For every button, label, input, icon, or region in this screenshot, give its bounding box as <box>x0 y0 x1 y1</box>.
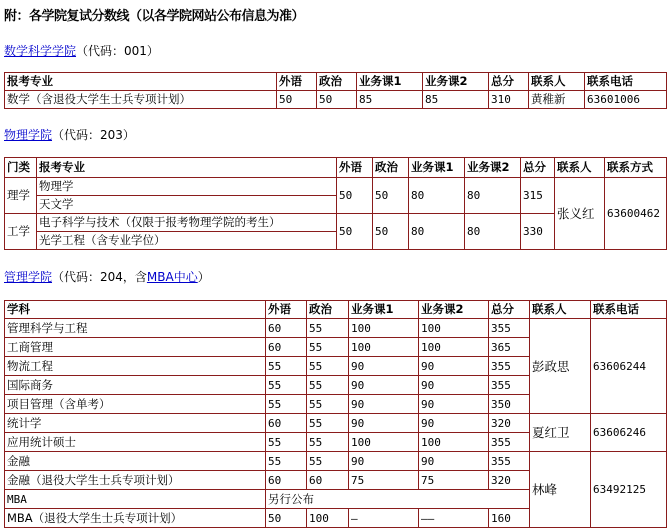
math-header: 联系电话 <box>585 73 667 91</box>
math-course1: 85 <box>357 91 423 109</box>
management-school-link[interactable]: 管理学院 <box>4 270 53 284</box>
management-politics: 55 <box>307 433 349 452</box>
physics-total: 315 <box>521 178 555 214</box>
management-course2: 90 <box>419 357 489 376</box>
management-course2: 100 <box>419 319 489 338</box>
management-politics: 55 <box>307 357 349 376</box>
management-subject: 管理科学与工程 <box>5 319 266 338</box>
management-contact: 林峰 <box>530 452 591 528</box>
management-course1: 90 <box>349 376 419 395</box>
management-course1: 100 <box>349 319 419 338</box>
management-total: 365 <box>489 338 530 357</box>
management-politics: 55 <box>307 452 349 471</box>
math-contact: 黄稚新 <box>529 91 585 109</box>
management-course2: 90 <box>419 395 489 414</box>
management-course2: –– <box>419 509 489 528</box>
math-table <box>4 72 667 109</box>
math-section-title <box>4 42 159 59</box>
math-header: 政治 <box>317 73 357 91</box>
physics-course2: 80 <box>465 178 521 214</box>
physics-major: 天文学 <box>37 196 337 214</box>
math-phone: 63601006 <box>585 91 667 109</box>
management-politics: 55 <box>307 414 349 433</box>
physics-header: 业务课1 <box>409 158 465 178</box>
management-header: 总分 <box>489 301 530 319</box>
management-header: 政治 <box>307 301 349 319</box>
management-header: 外语 <box>266 301 307 319</box>
physics-category: 工学 <box>5 214 37 250</box>
physics-code: （代码：203） <box>52 128 135 142</box>
physics-total: 330 <box>521 214 555 250</box>
management-subject: MBA <box>5 490 266 509</box>
management-politics: 55 <box>307 319 349 338</box>
management-total: 355 <box>489 452 530 471</box>
physics-course1: 80 <box>409 178 465 214</box>
management-total: 355 <box>489 357 530 376</box>
management-subject: MBA（退役大学生士兵专项计划） <box>5 509 266 528</box>
management-phone: 63492125 <box>591 452 667 528</box>
physics-foreign: 50 <box>337 214 373 250</box>
physics-course2: 80 <box>465 214 521 250</box>
physics-foreign: 50 <box>337 178 373 214</box>
management-course2: 90 <box>419 452 489 471</box>
management-politics: 55 <box>307 338 349 357</box>
page-heading: 附：各学院复试分数线（以各学院网站公布信息为准） <box>4 9 305 24</box>
physics-major: 物理学 <box>37 178 337 196</box>
management-foreign: 55 <box>266 357 307 376</box>
mba-center-link[interactable]: MBA中心 <box>146 270 198 284</box>
management-total: 320 <box>489 414 530 433</box>
management-subject: 统计学 <box>5 414 266 433</box>
math-major: 数学（含退役大学生士兵专项计划） <box>5 91 277 109</box>
management-header: 联系电话 <box>591 301 667 319</box>
management-section-title <box>4 268 210 285</box>
physics-contact: 张义红 <box>555 178 605 250</box>
management-foreign: 60 <box>266 319 307 338</box>
management-course1: 90 <box>349 452 419 471</box>
management-course1: – <box>349 509 419 528</box>
physics-header: 联系人 <box>555 158 605 178</box>
management-course2: 90 <box>419 414 489 433</box>
management-foreign: 60 <box>266 338 307 357</box>
physics-phone: 63600462 <box>605 178 667 250</box>
math-header: 业务课2 <box>423 73 489 91</box>
management-course1: 90 <box>349 395 419 414</box>
management-total: 320 <box>489 471 530 490</box>
math-foreign: 50 <box>277 91 317 109</box>
management-foreign: 55 <box>266 395 307 414</box>
management-subject: 项目管理（含单考） <box>5 395 266 414</box>
management-subject: 金融（退役大学生士兵专项计划） <box>5 471 266 490</box>
management-header: 联系人 <box>530 301 591 319</box>
math-header: 业务课1 <box>357 73 423 91</box>
management-course1: 75 <box>349 471 419 490</box>
management-total: 355 <box>489 319 530 338</box>
management-politics: 100 <box>307 509 349 528</box>
management-course1: 90 <box>349 357 419 376</box>
physics-category: 理学 <box>5 178 37 214</box>
management-course1: 100 <box>349 338 419 357</box>
management-total: 355 <box>489 376 530 395</box>
math-header: 总分 <box>489 73 529 91</box>
physics-table <box>4 157 667 250</box>
management-course2: 90 <box>419 376 489 395</box>
management-subject: 金融 <box>5 452 266 471</box>
management-contact: 夏红卫 <box>530 414 591 452</box>
physics-school-link[interactable]: 物理学院 <box>4 128 53 142</box>
physics-politics: 50 <box>373 214 409 250</box>
management-total: 160 <box>489 509 530 528</box>
management-course2: 75 <box>419 471 489 490</box>
management-phone: 63606244 <box>591 319 667 414</box>
management-subject: 工商管理 <box>5 338 266 357</box>
physics-header: 总分 <box>521 158 555 178</box>
math-header: 外语 <box>277 73 317 91</box>
math-header: 报考专业 <box>5 73 277 91</box>
mba-note: 另行公布 <box>266 490 530 509</box>
physics-politics: 50 <box>373 178 409 214</box>
management-foreign: 60 <box>266 471 307 490</box>
management-subject: 物流工程 <box>5 357 266 376</box>
management-table <box>4 300 667 528</box>
physics-major: 光学工程（含专业学位） <box>37 232 337 250</box>
management-course2: 100 <box>419 433 489 452</box>
math-politics: 50 <box>317 91 357 109</box>
physics-header: 联系方式 <box>605 158 667 178</box>
management-code-prefix: （代码：204，含 <box>52 270 147 284</box>
math-total: 310 <box>489 91 529 109</box>
management-foreign: 55 <box>266 452 307 471</box>
management-foreign: 60 <box>266 414 307 433</box>
management-subject: 应用统计硕士 <box>5 433 266 452</box>
physics-header: 政治 <box>373 158 409 178</box>
physics-section-title <box>4 126 135 143</box>
management-subject: 国际商务 <box>5 376 266 395</box>
management-total: 355 <box>489 433 530 452</box>
math-code: （代码：001） <box>76 44 159 58</box>
management-politics: 55 <box>307 376 349 395</box>
management-foreign: 55 <box>266 376 307 395</box>
physics-header: 外语 <box>337 158 373 178</box>
physics-header: 业务课2 <box>465 158 521 178</box>
management-politics: 55 <box>307 395 349 414</box>
management-course1: 90 <box>349 414 419 433</box>
management-politics: 60 <box>307 471 349 490</box>
physics-major: 电子科学与技术（仅限于报考物理学院的考生） <box>37 214 337 232</box>
management-header: 业务课1 <box>349 301 419 319</box>
management-code-suffix: ） <box>197 270 210 284</box>
management-contact: 彭政思 <box>530 319 591 414</box>
management-phone: 63606246 <box>591 414 667 452</box>
management-course2: 100 <box>419 338 489 357</box>
management-header: 学科 <box>5 301 266 319</box>
math-school-link[interactable]: 数学科学学院 <box>4 44 77 58</box>
management-header: 业务课2 <box>419 301 489 319</box>
physics-header: 报考专业 <box>37 158 337 178</box>
management-course1: 100 <box>349 433 419 452</box>
physics-course1: 80 <box>409 214 465 250</box>
management-foreign: 50 <box>266 509 307 528</box>
math-header: 联系人 <box>529 73 585 91</box>
math-course2: 85 <box>423 91 489 109</box>
physics-header: 门类 <box>5 158 37 178</box>
management-foreign: 55 <box>266 433 307 452</box>
management-total: 350 <box>489 395 530 414</box>
